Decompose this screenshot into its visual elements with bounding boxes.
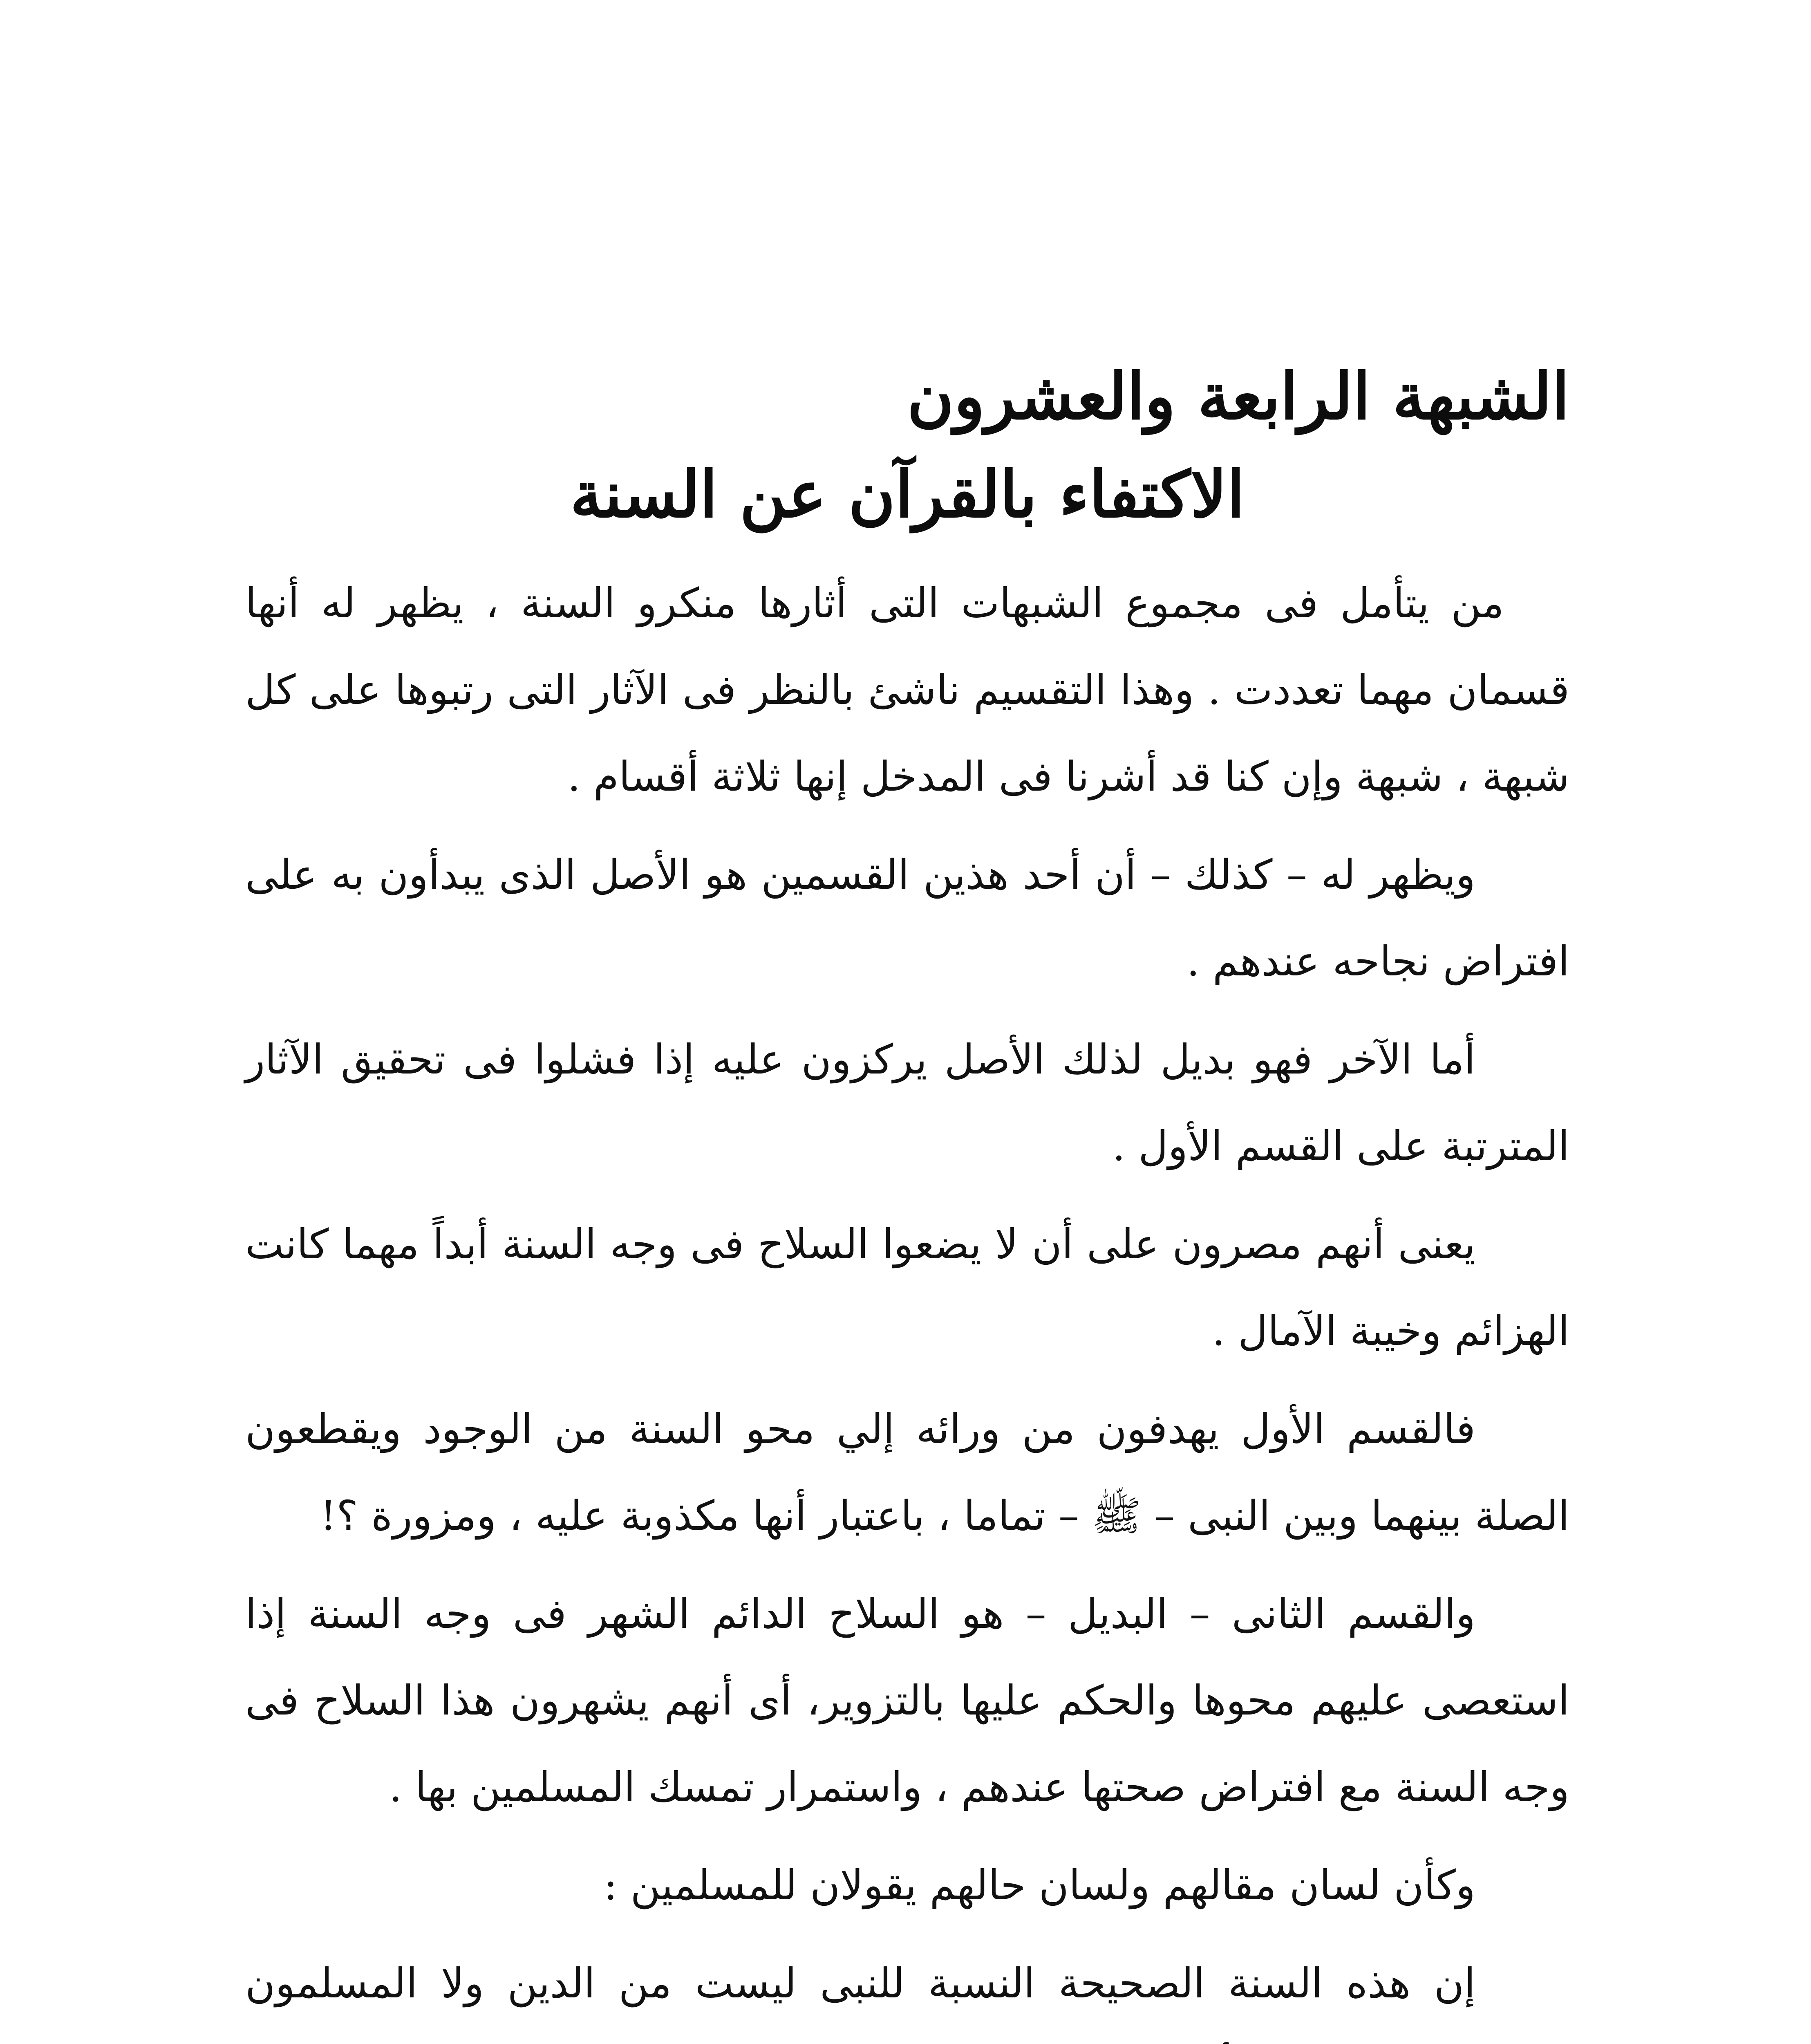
paragraph: وكأن لسان مقالهم ولسان حالهم يقولان للمسلمين :	[604, 1861, 1475, 1909]
paragraph: والقسم الثانى – البديل – هو السلاح الدائم الشهر فى وجه السنة إذا استعصى عليهم محوها والحكم عليها بالتزوير، أى أنهم يشهرون هذا السلاح فى وجه السنة مع افتراض صحتها عندهم ، واستمرار تمسك المسلمين بها .	[245, 1590, 1569, 1811]
paragraph: أما الآخر فهو بديل لذلك الأصل يركزون عليه إذا فشلوا فى تحقيق الآثار المترتبة على القسم الأول .	[245, 1035, 1569, 1170]
paragraph: من يتأمل فى مجموع الشبهات التى أثارها منكرو السنة ، يظهر له أنها قسمان مهما تعددت . وهذا التقسيم ناشئ بالنظر فى الآثار التى رتبوها على كل شبهة ، شبهة وإن كنا قد أشرنا فى المدخل إنها ثلاثة أقسام .	[245, 579, 1569, 800]
paragraph: ويظهر له – كذلك – أن أحد هذين القسمين هو الأصل الذى يبدأون به على افتراض نجاحه عندهم .	[245, 851, 1569, 985]
paragraph: يعنى أنهم مصرون على أن لا يضعوا السلاح فى وجه السنة أبداً مهما كانت الهزائم وخيبة الآمال .	[245, 1220, 1569, 1355]
chapter-title: الشبهة الرابعة والعشرون	[907, 359, 1569, 434]
chapter-subtitle: الاكتفاء بالقرآن عن السنة	[570, 457, 1245, 532]
body-text	[245, 560, 1569, 2044]
paragraph: إن هذه السنة الصحيحة النسبة للنبى ليست من الدين ولا المسلمون	[245, 1959, 1475, 2007]
paragraph: فالقسم الأول يهدفون من ورائه إلي محو السنة من الوجود ويقطعون الصلة بينهما وبين النبى – ﷺ – تماما ، باعتبار أنها مكذوبة عليه ، ومزورة ؟!	[245, 1405, 1569, 1540]
